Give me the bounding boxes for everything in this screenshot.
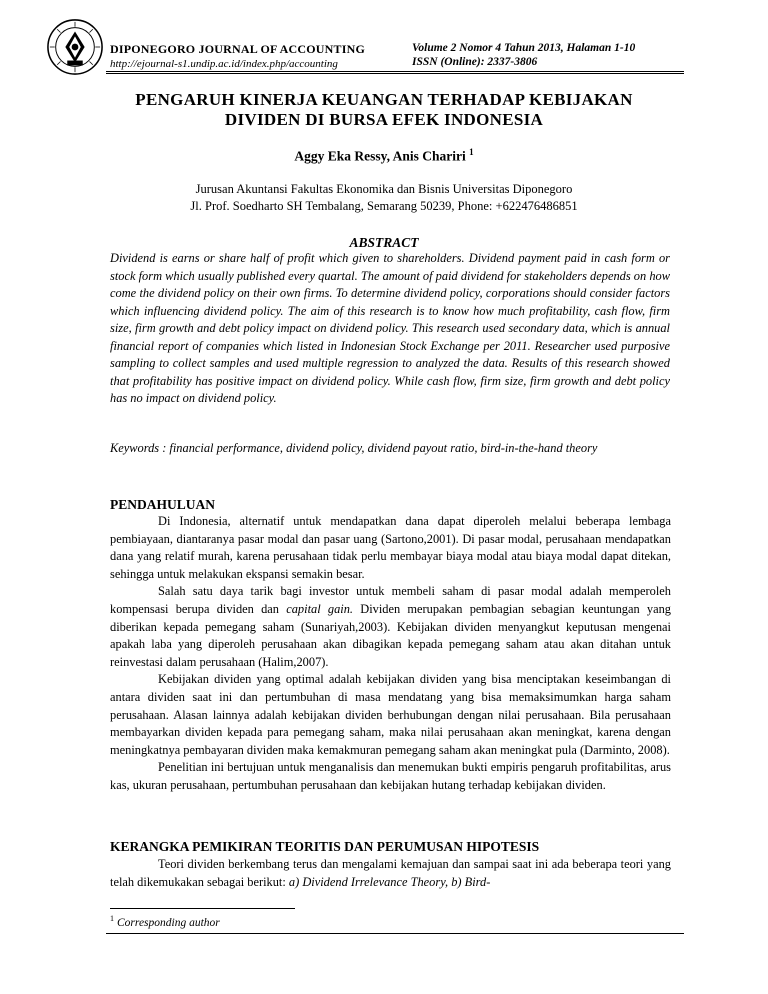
page-bottom-rule [106, 933, 684, 934]
section-heading-kerangka: KERANGKA PEMIKIRAN TEORITIS DAN PERUMUSAN HIPOTESIS [110, 839, 540, 854]
header-rule [106, 71, 684, 72]
journal-name: DIPONEGORO JOURNAL OF ACCOUNTING [110, 42, 365, 56]
header-rule-secondary [106, 73, 684, 74]
section-body-kerangka [110, 856, 671, 891]
paragraph-3: Kebijakan dividen yang optimal adalah kebijakan dividen yang bisa menciptakan keseimbangan di antara dividen saat ini dan pertumbuhan di masa mendatang yang bisa memaksimumkan harga saham perusahaan. Alasan lainnya adalah kebijakan dividen berhubungan dengan nilai perusahaan. Bila perusahaan membayarkan dividen kepada para pemegang saham, maka nilai perusahaan akan meningkat, karena dengan meningkatnya pembayaran dividen maka kemakmuran pemegang saham akan meningkat pula (Darminto, 2008). [110, 672, 671, 757]
abstract-text: Dividend is earns or share half of profit which given to shareholders. Dividend payment paid in cash form or stock form which usually published every quartal. The amount of paid dividend for stakeholders depends on how come the dividend policy on their own firms. To determine dividend policy, corporations should consider factors which influencing dividend policy. The aim of this research is to know how much profitability, cash flow, firm size, firm growth and debt policy impact on dividend policy. This research used secondary data, which is annual financial report of companies which listed in Indonesian Stock Exchange per 2011. Researcher used purposive sampling to collect samples and used multiple regression to analyzed the data. Results of this research showed that profitability has positive impact on dividend policy. While cash flow, firm size, firm growth and debt policy has no impact on dividend policy. [110, 251, 670, 405]
author-footnote-marker: 1 [469, 147, 474, 157]
paragraph-2-start: Salah satu daya tarik bagi investor untuk membeli saham di pasar modal adalah memperoleh kompensasi berupa dividen dan [110, 584, 671, 616]
abstract-heading: ABSTRACT [349, 235, 419, 250]
footnote [110, 914, 220, 929]
paragraph-2-italic: capital gain. [286, 601, 354, 616]
section-heading-pendahuluan: PENDAHULUAN [110, 497, 216, 512]
section-body-pendahuluan [110, 513, 671, 795]
paragraph-2-end: Dividen merupakan pembagian sebagian keuntungan yang diberikan kepada pemegang saham (Sunariyah,2003). Kebijakan dividen menyangkut keputusan mengenai apakah laba yang diperoleh perusahaan akan dibagikan kepada pemegang saham atau akan ditahan untuk reinvestasi dalam perusahaan (Halim,2007). [110, 601, 672, 669]
affiliation-line-1: Jurusan Akuntansi Fakultas Ekonomika dan Bisnis Universitas Diponegoro [195, 182, 573, 196]
author-names: Aggy Eka Ressy, Anis Chariri [294, 148, 466, 164]
paper-title [110, 90, 658, 130]
paragraph-1: Di Indonesia, alternatif untuk mendapatkan dana dapat diperoleh melalui beberapa lembaga pembiayaan, diantaranya pasar modal dan pasar uang (Sartono,2001). Di pasar modal, perusahaan mendapatkan dana yang relatif murah, karena perusahaan tidak perlu membayar biaya modal atau biaya modal dapat ditekan, sehingga untuk melakukan ekspansi semakin besar. [110, 514, 671, 581]
journal-issn: ISSN (Online): 2337-3806 [412, 56, 538, 68]
paragraph-4: Penelitian ini bertujuan untuk menganalisis dan menemukan bukti empiris pengaruh profitabilitas, arus kas, ukuran perusahaan, pertumbuhan perusahaan dan kebijakan hutang terhadap kebijakan dividen. [110, 760, 671, 792]
journal-volume: Volume 2 Nomor 4 Tahun 2013, Halaman 1-10 [412, 42, 636, 54]
affiliation-line-2: Jl. Prof. Soedharto SH Tembalang, Semarang 50239, Phone: +622476486851 [190, 199, 578, 213]
paper-title-line-2: DIVIDEN DI BURSA EFEK INDONESIA [224, 110, 544, 129]
author-affiliation [110, 181, 658, 215]
paper-authors [110, 147, 658, 165]
footnote-rule [110, 908, 295, 909]
university-seal-logo [46, 18, 104, 76]
paragraph-5-start: Teori dividen berkembang terus dan mengalami kemajuan dan sampai saat ini ada beberapa teori yang telah dikemukakan sebagai berikut: [110, 857, 671, 889]
journal-url[interactable]: http://ejournal-s1.undip.ac.id/index.php/accounting [110, 58, 338, 70]
footnote-mark: 1 [110, 914, 114, 923]
footnote-text: Corresponding author [117, 916, 220, 929]
paragraph-2 [110, 583, 671, 671]
paragraph-5-italic: a) Dividend Irrelevance Theory, b) Bird- [288, 874, 491, 889]
paper-title-line-1: PENGARUH KINERJA KEUANGAN TERHADAP KEBIJAKAN [135, 90, 633, 109]
keywords: Keywords : financial performance, dividend policy, dividend payout ratio, bird-in-the-hand theory [110, 441, 598, 455]
paragraph-5 [110, 856, 671, 891]
